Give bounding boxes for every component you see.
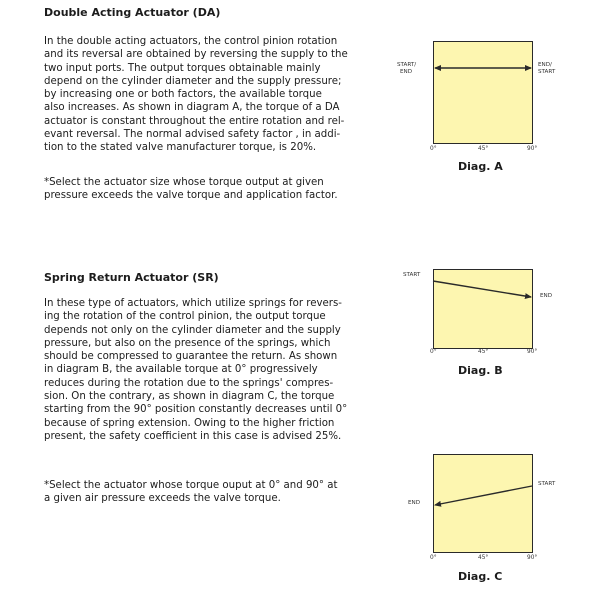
sr-line: should be compressed to guarantee the return. As shown [44, 351, 338, 363]
diagram-a-right-label: END/ START [538, 62, 556, 75]
diagram-c-right-label: START [538, 481, 556, 487]
sr-line: depends not only on the cylinder diameter and the supply [44, 324, 341, 336]
diagram-c-tick-45: 45° [478, 555, 489, 561]
diagram-a-title: Diag. A [458, 160, 503, 173]
da-line: tion to the stated valve manufacturer torque, is 20%. [44, 142, 317, 154]
diagram-c-tick-90: 90° [527, 555, 538, 561]
da-line: by increasing one or both factors, the available torque [44, 89, 322, 101]
sr-line: sion. On the contrary, as shown in diagram C, the torque [44, 391, 335, 403]
diagram-a-torque-line [395, 35, 555, 180]
diagram-a-tick-0: 0° [430, 146, 437, 152]
diagram-b-left-label: START [403, 272, 421, 278]
diagram-b-title: Diag. B [458, 364, 503, 377]
da-note-line: pressure exceeds the valve torque and application factor. [44, 190, 338, 202]
diagram-c-left-label: END [408, 500, 421, 506]
da-line: two input ports. The output torques obtainable mainly [44, 62, 321, 74]
sr-line: pressure, but also on the presence of the springs, which [44, 337, 331, 349]
diagram-b-right-label: END [540, 293, 553, 299]
diagram-a-left-label: START/ END [397, 62, 417, 75]
diagram-c-title: Diag. C [458, 570, 503, 583]
diagram-a-tick-45: 45° [478, 146, 489, 152]
diagram-b-tick-45: 45° [478, 349, 489, 355]
da-note-line: *Select the actuator size whose torque output at given [44, 177, 324, 188]
da-line: depend on the cylinder diameter and the supply pressure; [44, 75, 342, 87]
sr-line: starting from the 90° position constantly decreases until 0° [44, 404, 348, 416]
diagram-a [395, 35, 555, 180]
da-line: evant reversal. The normal advised safety factor , in addi- [44, 129, 341, 141]
sr-paragraph [44, 297, 369, 443]
da-line: also increases. As shown in diagram A, the torque of a DA [44, 102, 340, 114]
diagram-c [395, 450, 555, 590]
diagram-c-tick-0: 0° [430, 555, 437, 561]
sr-line: present, the safety coefficient in this case is advised 25%. [44, 430, 342, 442]
diagram-a-tick-90: 90° [527, 146, 538, 152]
sr-note-line: *Select the actuator whose torque ouput at 0° and 90° at [44, 480, 338, 491]
sr-line: because of spring extension. Owing to the higher friction [44, 417, 335, 429]
da-paragraph [44, 35, 369, 155]
da-line: In the double acting actuators, the control pinion rotation [44, 36, 338, 47]
diagram-c-torque-line [395, 450, 555, 590]
da-line: actuator is constant throughout the entire rotation and rel- [44, 115, 345, 127]
da-line: and its reversal are obtained by reversing the supply to the [44, 49, 348, 61]
da-heading: Double Acting Actuator (DA) [44, 6, 221, 19]
sr-note [44, 479, 369, 506]
diagram-b [395, 260, 555, 385]
da-note [44, 176, 369, 203]
sr-line: reduces during the rotation due to the springs' compres- [44, 377, 334, 389]
sr-heading: Spring Return Actuator (SR) [44, 271, 219, 284]
diagram-b-tick-90: 90° [527, 349, 538, 355]
diagram-b-tick-0: 0° [430, 349, 437, 355]
sr-line: ing the rotation of the control pinion, the output torque [44, 311, 326, 323]
sr-line: in diagram B, the available torque at 0° progressively [44, 364, 318, 376]
sr-note-line: a given air pressure exceeds the valve torque. [44, 493, 281, 505]
sr-line: In these type of actuators, which utilize springs for revers- [44, 298, 342, 309]
